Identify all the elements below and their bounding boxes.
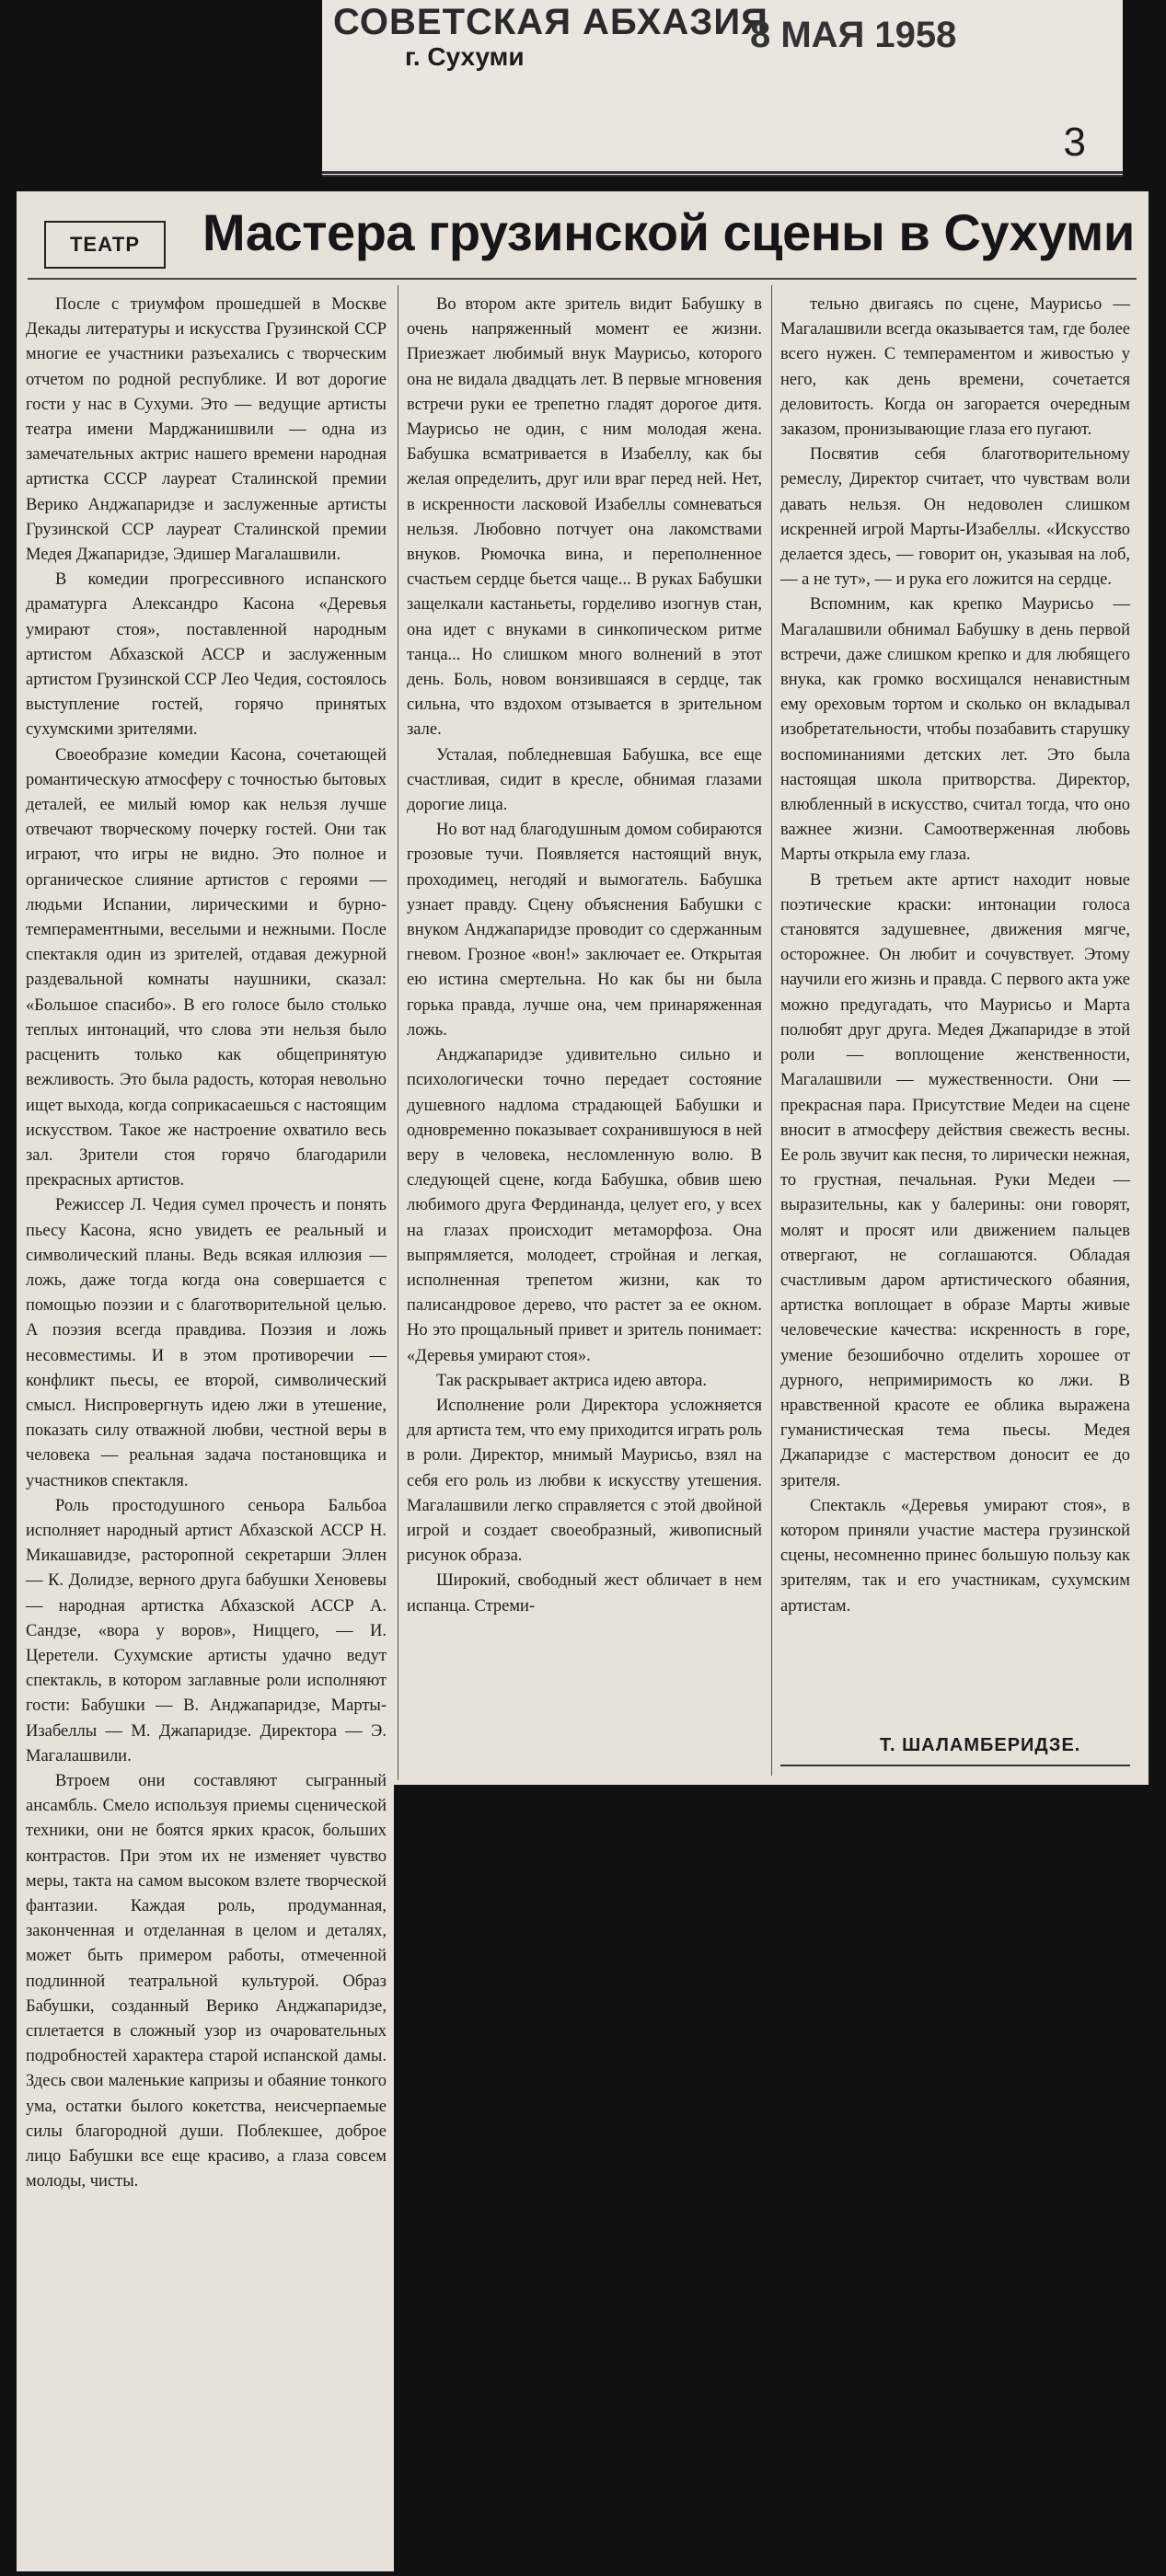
paragraph: Своеобразие комедии Касона, сочетающей романтическую атмосферу с точностью бытовых деталей, ее милый юмор как нельзя лучше отвечают творческому почерку гостей. Они так играют, что игры не видно. Это полное и органическое слияние артистов с героями — людьми Испании, лирическими и бурно-темпераментными, веселыми и нежными. После спектакля один из зрителей, отдавая дежурной раздевальной комнаты наушники, сказал: «Большое спасибо». В его голосе было столько теплых интонаций, что слова эти нельзя было расценить только как общепринятую вежливость. Это была радость, которая невольно ищет выхода, когда соприкасаешься с настоящим искусством. Такое же настроение охватило весь зал. Зрители стоя горячо благодарили прекрасных артистов. xyxy=(26,745,387,1190)
paragraph: Широкий, свободный жест обличает в нем испанца. Стреми- xyxy=(407,1571,762,1616)
rubric-label: ТЕАТР xyxy=(44,221,166,269)
paragraph: Исполнение роли Директора усложняется для артиста тем, что ему приходится играть роль в роли. Директор, мнимый Маурисьо, взял на себя его роль из любви к искусству утешения. Магалашвили легко справляется с этой двойной игрой и создает своеобразный, живописный рисунок образа. xyxy=(407,1396,762,1566)
paragraph: В третьем акте артист находит новые поэтические краски: интонации голоса становятся задушевнее, движения мягче, осторожнее. Он любит и сочувствует. Этому научили его жизнь и правда. С первого акта уже можно предугадать, что Маурисьо и Марта полюбят друг друга. Медея Джапаридзе в этой роли — воплощение женственности, Магалашвили — мужественности. Они — прекрасная пара. Присутствие Медеи на сцене вносит в атмосферу действия свежесть весны. Ее роль звучит как песня, то лирически нежная, то грустная, печальная. Руки Медеи — выразительны, как у балерины: они говорят, молят и просят или движением пальцев отвергают, не соглашаются. Обладая счастливым даром артистического обаяния, артистка воплощает в образе Марты живые человеческие качества: искренность в горе, умение безошибочно отделить хорошее от дурного, непримиримость ко лжи. В нравственной красоте ее облика выражена гуманистическая тема пьесы. Медея Джапаридзе с мастерством доносит ее до зрителя. xyxy=(780,870,1130,1490)
issue-date: 8 МАЯ 1958 xyxy=(750,15,957,55)
header-rule xyxy=(322,171,1123,174)
article-end-rule xyxy=(780,1765,1130,1766)
newspaper-title: СОВЕТСКАЯ АБХАЗИЯ xyxy=(333,2,768,42)
author-signature: Т. ШАЛАМБЕРИДЗЕ. xyxy=(880,1735,1081,1755)
paragraph: После с триумфом прошедшей в Москве Декады литературы и искусства Грузинской ССР многие ее участники разъехались с творческим отчетом по родной республике. И вот дорогие гости у нас в Сухуми. Это — ведущие артисты театра имени Марджанишвили — одна из замечательных актрис нашего времени народная артистка СССР лауреат Сталинской премии Верико Анджапаридзе и заслуженные артисты Грузинской ССР лауреат Сталинской премии Медея Джапаридзе, Эдишер Магалашвили. xyxy=(26,295,387,565)
paragraph: Втроем они составляют сыгранный ансамбль. Смело используя приемы сценической техники, они не боятся ярких красок, больших контрастов. При этом их не изменяет чувство меры, такта на самом высоком взлете творческой фантазии. Каждая роль, продуманная, законченная и отделанная в целом и деталях, может быть примером работы, отмеченной подлинной театральной культурой. Образ Бабушки, созданный Верико Анджапаридзе, сплетается в сложный узор из очаровательных подробностей характера старой испанской дамы. Здесь свои маленькие капризы и обаяние тонкого ума, остатки былого кокетства, неисчерпаемые силы благородной души. Поблекшее, доброе лицо Бабушки все еще красиво, а глаза совсем молоды, чисты. xyxy=(26,1771,387,2191)
paragraph: В комедии прогрессивного испанского драматурга Александро Касона «Деревья умирают стоя», поставленной народным артистом Абхазской АССР и заслуженным артистом Грузинской ССР Лео Чедия, состоялось выступление гостей, горячо принятых сухумскими зрителями. xyxy=(26,570,387,740)
paragraph: Анджапаридзе удивительно сильно и психологически точно передает состояние душевного надлома страдающей Бабушки и одновременно показывает сохранившуюся в ней веру в человека, несломленную волю. В следующей сцене, когда Бабушка, обвив шею любимого друга Фердинанда, целует его, у всех на глазах происходит метаморфоза. Она выпрямляется, молодеет, стройная и легкая, исполненная трепетом жизни, как то палисандровое дерево, что растет за ее окном. Но это прощальный привет и зритель понимает: «Деревья умирают стоя». xyxy=(407,1046,762,1365)
paragraph: тельно двигаясь по сцене, Маурисьо — Магалашвили всегда оказывается там, где более всего нужен. С темпераментом и живостью у него, как день времени, сочетается деловитость. Когда он загорается очередным заказом, пронизывающие глаза его пугают. xyxy=(780,295,1130,440)
article-column-3 xyxy=(780,293,1130,1619)
article-column-1 xyxy=(26,293,387,2194)
paragraph: Усталая, побледневшая Бабушка, все еще счастливая, сидит в кресле, обнимая глазами дорогие лица. xyxy=(407,745,762,815)
paragraph: Так раскрывает актриса идею автора. xyxy=(436,1371,707,1390)
article-headline: Мастера грузинской сцены в Сухуми xyxy=(202,203,1135,261)
paragraph: Но вот над благодушным домом собираются грозовые тучи. Появляется настоящий внук, проходимец, негодяй и вымогатель. Бабушка узнает правду. Сцену объяснения Бабушки с внуком Анджапаридзе проводит со сдержанным гневом. Грозное «вон!» заключает ее. Открытая ею истина смертельна. Но как бы ни была горька правда, лучше она, чем принаряженная ложь. xyxy=(407,821,762,1040)
newspaper-city: г. Сухуми xyxy=(405,42,525,71)
page-number: 3 xyxy=(1063,120,1086,165)
paragraph: Вспомним, как крепко Маурисьо — Магалашвили обнимал Бабушку в день первой встречи, даже слишком крепко и для любящего внука, как громко восхищался ненавистным ему ореховым тортом и сколько он вкладывал изобретательности, чтобы позабавить старушку воспоминаниями детских лет. Это была настоящая школа притворства. Директор, влюбленный в искусство, считал тогда, что оно важнее жизни. Самоотверженная любовь Марты открыла ему глаза. xyxy=(780,595,1130,865)
paragraph: Посвятив себя благотворительному ремеслу, Директор считает, что чувствам воли давать нельзя. Он недоволен слишком искренней игрой Марты-Изабеллы. «Искусство делается здесь, — говорит он, указывая на лоб, — а не тут», — и рука его ложится на сердце. xyxy=(780,445,1130,590)
paragraph: Режиссер Л. Чедия сумел прочесть и понять пьесу Касона, ясно увидеть ее реальный и символический планы. Ведь всякая иллюзия — ложь, даже тогда когда она совершается с помощью поэзии и с благотворительной целью. А поэзия всегда правдива. Поэзия и ложь несовместимы. И в этом противоречии — конфликт пьесы, ее второй, символический смысл. Ниспровергнуть идею лжи в утешение, показать силу отважной любви, честной веры в человека — реальная задача постановщика и участников спектакля. xyxy=(26,1196,387,1490)
column-divider xyxy=(771,285,772,1776)
headline-rule xyxy=(28,278,1137,280)
article-column-2 xyxy=(407,293,762,1619)
paragraph: Во втором акте зритель видит Бабушку в очень напряженный момент ее жизни. Приезжает любимый внук Маурисьо, которого она не видала двадцать лет. В первые мгновения встречи руки ее трепетно гладят дорогое дитя. Маурисьо не один, с ним молодая жена. Бабушка всматривается в Изабеллу, как бы желая определить, друг или враг перед ней. Нет, в искренности ласковой Изабеллы сомневаться нельзя. Любовно потчует она лакомствами внуков. Рюмочка вина, и переполненное счастьем сердце бьется чаще... В руках Бабушки защелкали кастаньеты, горделиво изогнув стан, она идет с внуками в синкопическом ритме танца... Но слишком много волнений в этот день. Боль, новом вонзившаяся в сердце, так сильна, что вздохом отзывается в зрительном зале. xyxy=(407,295,762,740)
paragraph: Спектакль «Деревья умирают стоя», в котором приняли участие мастера грузинской сцены, несомненно принес большую пользу как зрителям, так и его участникам, сухумским артистам. xyxy=(780,1496,1130,1616)
newspaper-header xyxy=(322,0,1123,177)
paragraph: Роль простодушного сеньора Бальбоа исполняет народный артист Абхазской АССР Н. Микашавидзе, расторопной секретарши Эллен — К. Долидзе, верного друга бабушки Хеновевы — народная артистка Абхазской АССР А. Сандзе, «вора у воров», Ниццего, — И. Церетели. Сухумские артисты удачно ведут спектакль, в котором заглавные роли исполняют гости: Бабушки — В. Анджапаридзе, Марты-Изабеллы — М. Джапаридзе. Директора — Э. Магалашвили. xyxy=(26,1496,387,1765)
